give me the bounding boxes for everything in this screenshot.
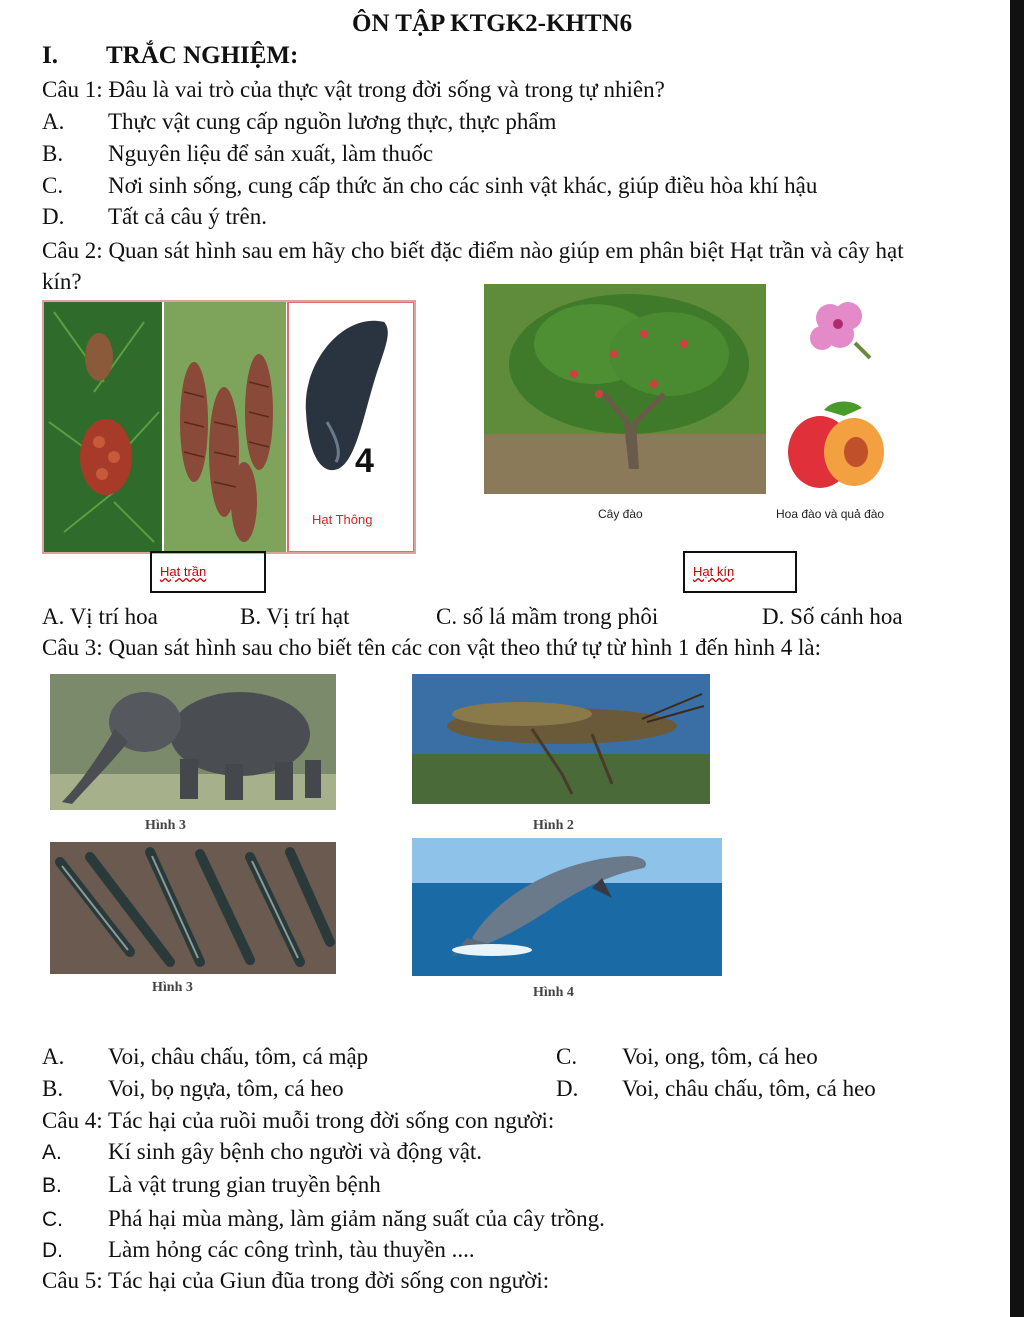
- option-text: Phá hại mùa màng, làm giảm năng suất của cây trồng.: [108, 1206, 605, 1231]
- q4-option-a: [42, 1138, 482, 1167]
- option-label: D.: [42, 204, 65, 229]
- dolphin-illustration: [412, 838, 722, 976]
- option-text: Nơi sinh sống, cung cấp thức ăn cho các sinh vật khác, giúp điều hòa khí hậu: [108, 173, 818, 198]
- pine-seed-number: 4: [355, 442, 374, 480]
- elephant-image: [50, 674, 336, 810]
- section-number: I.: [42, 42, 58, 69]
- q3-option-b: [42, 1075, 344, 1103]
- q3-option-d: [556, 1075, 876, 1103]
- q2-option-c: C. số lá mầm trong phôi: [436, 604, 659, 629]
- q1-option-c: [42, 172, 817, 200]
- option-label: B.: [42, 1174, 62, 1197]
- option-text: Kí sinh gây bệnh cho người và động vật.: [108, 1139, 483, 1164]
- option-text: Là vật trung gian truyền bệnh: [108, 1172, 381, 1197]
- q1-option-b: [42, 140, 433, 168]
- option-label: B.: [42, 141, 64, 166]
- option-label: A.: [42, 109, 65, 134]
- peach-tree-illustration: [484, 284, 766, 494]
- option-text: Voi, ong, tôm, cá heo: [622, 1044, 818, 1069]
- gymnosperm-label-box: Hạt trần: [150, 551, 266, 593]
- option-text: Voi, châu chấu, tôm, cá heo: [622, 1076, 876, 1101]
- question-1: Câu 1: Đâu là vai trò của thực vật trong đời sống và trong tự nhiên?: [42, 77, 665, 102]
- question-2-line-2: kín?: [42, 269, 82, 294]
- question-5: Câu 5: Tác hại của Giun đũa trong đời sống con người:: [42, 1268, 550, 1293]
- q2-option-d: D. Số cánh hoa: [762, 604, 903, 629]
- image-caption-4: Hình 4: [533, 985, 574, 1000]
- peach-tree-image: [484, 284, 766, 494]
- section-label: TRẮC NGHIỆM:: [106, 42, 299, 69]
- image-caption-3: Hình 3: [152, 980, 193, 995]
- q1-option-d: [42, 203, 267, 231]
- image-caption-1: Hình 3: [145, 818, 186, 833]
- image-caption-2: Hình 2: [533, 818, 574, 833]
- option-label: D.: [556, 1076, 579, 1101]
- option-text: Tất cả câu ý trên.: [108, 204, 267, 229]
- pine-seed-caption: Hạt Thông: [312, 512, 373, 527]
- page-edge-bar: [1010, 0, 1024, 1317]
- question-2-line-1: Câu 2: Quan sát hình sau em hãy cho biết đặc điểm nào giúp em phân biệt Hạt trần và cây hạt: [42, 238, 904, 263]
- option-text: Nguyên liệu để sản xuất, làm thuốc: [108, 141, 434, 166]
- option-text: Thực vật cung cấp nguồn lương thực, thực phẩm: [108, 109, 557, 134]
- page-title: ÔN TẬP KTGK2-KHTN6: [352, 10, 633, 37]
- dolphin-image: [412, 838, 722, 976]
- peach-fruit-image: [784, 396, 890, 492]
- angiosperm-label-box: Hạt kín: [683, 551, 797, 593]
- shrimp-image: [50, 842, 336, 974]
- option-text: Voi, bọ ngựa, tôm, cá heo: [108, 1076, 344, 1101]
- option-text: Làm hỏng các công trình, tàu thuyền ....: [108, 1237, 475, 1262]
- grasshopper-image: [412, 674, 710, 804]
- shrimp-illustration: [50, 842, 336, 974]
- option-label: C.: [556, 1044, 578, 1069]
- gymnosperm-image-panel: [42, 300, 416, 554]
- grasshopper-illustration: [412, 674, 710, 804]
- q2-option-b: B. Vị trí hạt: [240, 604, 350, 629]
- option-text: Voi, châu chấu, tôm, cá mập: [108, 1044, 369, 1069]
- q4-option-d: [42, 1236, 475, 1265]
- option-label: A.: [42, 1141, 62, 1164]
- peach-fruit-caption: Hoa đào và quả đào: [776, 507, 885, 521]
- option-label: D.: [42, 1239, 63, 1262]
- question-3: Câu 3: Quan sát hình sau cho biết tên các con vật theo thứ tự từ hình 1 đến hình 4 là:: [42, 635, 821, 660]
- elephant-illustration: [50, 674, 336, 810]
- peach-tree-caption: Cây đào: [598, 507, 643, 521]
- option-label: A.: [42, 1044, 65, 1069]
- question-4: Câu 4: Tác hại của ruồi muỗi trong đời sống con người:: [42, 1108, 555, 1133]
- option-label: C.: [42, 173, 64, 198]
- section-heading: [42, 42, 298, 70]
- option-label: C.: [42, 1208, 63, 1231]
- q1-option-a: [42, 108, 556, 136]
- peach-flower-illustration: [800, 288, 880, 368]
- peach-flower-image: [800, 288, 880, 368]
- q3-option-a: [42, 1043, 368, 1071]
- option-label: B.: [42, 1076, 64, 1101]
- q2-option-a: A. Vị trí hoa: [42, 604, 158, 629]
- peach-fruit-illustration: [784, 396, 890, 492]
- q4-option-c: [42, 1205, 605, 1234]
- q4-option-b: [42, 1171, 381, 1200]
- q3-option-c: [556, 1043, 818, 1071]
